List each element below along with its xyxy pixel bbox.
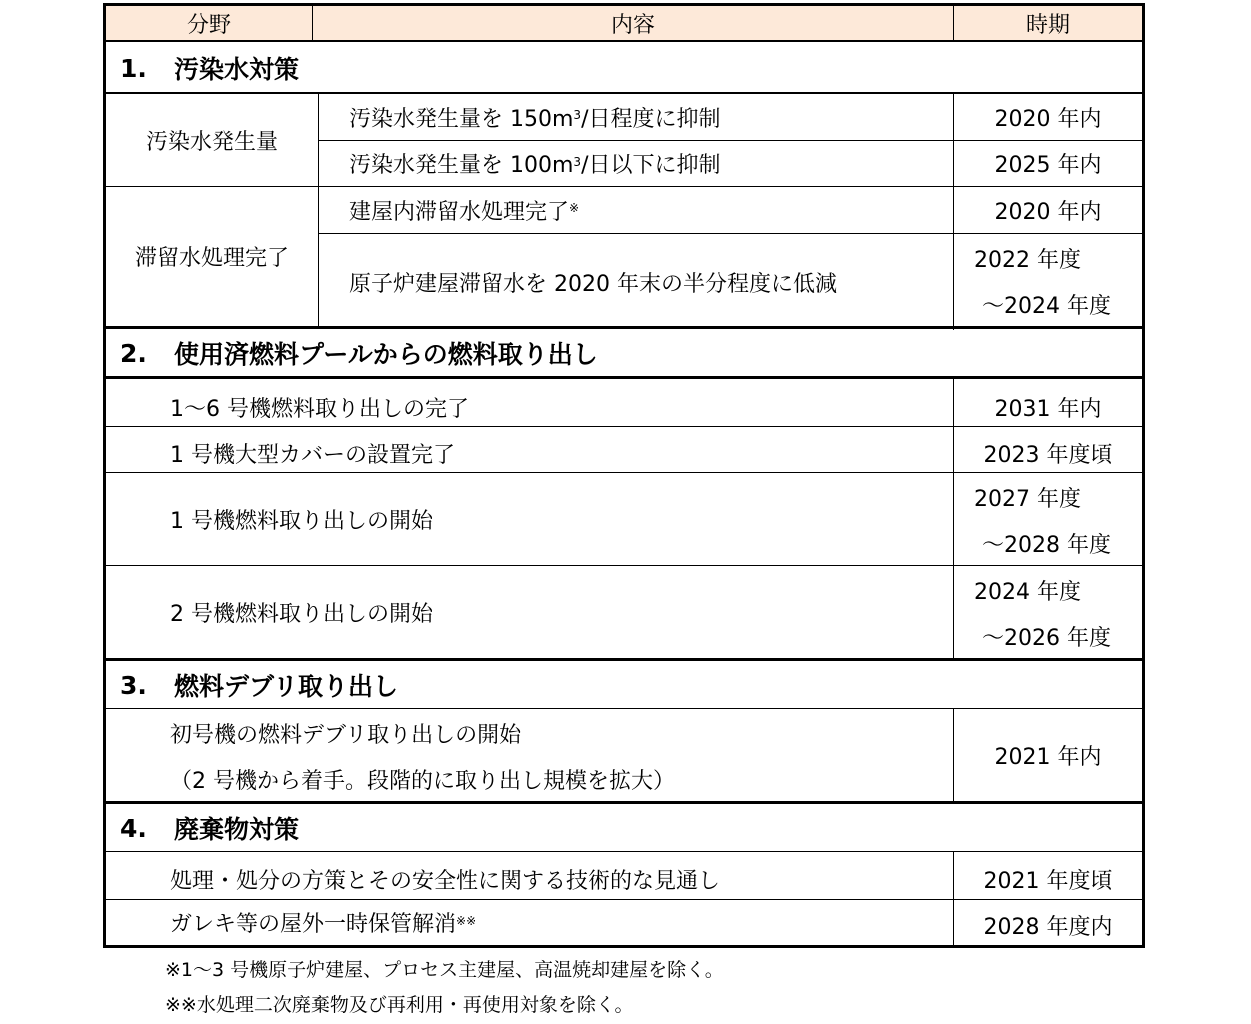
table-header xyxy=(106,6,1142,42)
field-cell: 滞留水処理完了 xyxy=(134,246,289,271)
content-text: ガレキ等の屋外一時保管解消 xyxy=(170,912,457,937)
content-cell xyxy=(106,713,953,805)
content-cell: 原子炉建屋滞留水を 2020 年末の半分程度に低減 xyxy=(349,271,837,297)
content-text: 汚染水発生量を 150m xyxy=(349,106,574,132)
content-cell xyxy=(319,141,953,186)
timing-cell: 2031 年内 xyxy=(994,396,1102,422)
section-title: 使用済燃料プールからの燃料取り出し xyxy=(174,340,598,369)
divider xyxy=(953,852,954,945)
header-field: 分野 xyxy=(186,12,231,38)
timing-end: ～2026 年度 xyxy=(982,626,1111,651)
timing-cell: 2023 年度頃 xyxy=(983,442,1113,468)
content-cell: 1 号機燃料取り出しの開始 xyxy=(170,508,433,534)
superscript: 3 xyxy=(573,108,582,122)
content-cell xyxy=(106,900,953,945)
divider xyxy=(318,94,319,326)
section-heading xyxy=(106,662,1142,708)
footnote: ※1～3 号機原子炉建屋、プロセス主建屋、高温焼却建屋を除く。 xyxy=(165,959,724,981)
section-heading xyxy=(106,44,1142,92)
section-title: 廃棄物対策 xyxy=(174,815,300,844)
timing-cell: 2021 年内 xyxy=(994,744,1102,770)
reference-mark: ※ xyxy=(569,201,580,215)
content-text: /日程度に抑制 xyxy=(581,106,721,132)
header-content: 内容 xyxy=(610,12,655,38)
timing-cell: 2021 年度頃 xyxy=(983,868,1113,894)
content-cell: 処理・処分の方策とその安全性に関する技術的な見通し xyxy=(170,868,721,894)
divider xyxy=(106,376,1142,379)
divider xyxy=(953,709,954,801)
content-cell xyxy=(319,187,953,233)
content-cell xyxy=(319,94,953,140)
section-number: 3. xyxy=(120,670,147,700)
superscript: 3 xyxy=(573,154,582,169)
section-number: 2. xyxy=(120,338,147,368)
content-cell: 1 号機大型カバーの設置完了 xyxy=(170,442,455,468)
content-text: /日以下に抑制 xyxy=(581,153,721,178)
content-cell: 1～6 号機燃料取り出しの完了 xyxy=(170,396,469,422)
divider xyxy=(106,801,1142,804)
section-heading xyxy=(106,805,1142,851)
timing-cell: 2025 年内 xyxy=(994,153,1102,178)
timing-cell: 2028 年度内 xyxy=(983,914,1113,940)
divider xyxy=(106,326,1142,329)
section-heading xyxy=(106,330,1142,376)
content-cell: 2 号機燃料取り出しの開始 xyxy=(170,601,433,627)
content-line: （2 号機から着手。段階的に取り出し規模を拡大） xyxy=(170,769,675,794)
timing-start: 2027 年度 xyxy=(974,487,1081,512)
divider xyxy=(106,426,1142,427)
content-line: 初号機の燃料デブリ取り出しの開始 xyxy=(170,723,522,748)
content-text: 汚染水発生量を 100m xyxy=(349,153,574,178)
divider xyxy=(106,658,1142,661)
timing-end: ～2024 年度 xyxy=(982,294,1111,319)
header-divider xyxy=(953,6,954,42)
section-number: 4. xyxy=(120,813,147,843)
timing-cell xyxy=(954,477,1142,569)
section-title: 汚染水対策 xyxy=(174,55,300,84)
reference-mark: ※※ xyxy=(456,913,477,928)
timing-cell: 2020 年内 xyxy=(994,199,1102,225)
divider xyxy=(953,379,954,658)
header-timing: 時期 xyxy=(1025,12,1070,38)
field-cell: 汚染水発生量 xyxy=(145,129,278,155)
divider xyxy=(953,94,954,330)
divider xyxy=(106,851,1142,852)
timing-cell xyxy=(954,570,1142,662)
timing-cell: 2020 年内 xyxy=(994,106,1102,132)
footnote: ※※水処理二次廃棄物及び再利用・再使用対象を除く。 xyxy=(165,994,634,1016)
timing-start: 2024 年度 xyxy=(974,580,1081,605)
section-title: 燃料デブリ取り出し xyxy=(174,672,399,701)
header-divider xyxy=(312,6,313,42)
timing-start: 2022 年度 xyxy=(974,248,1081,273)
divider xyxy=(319,233,1142,234)
timing-cell xyxy=(954,238,1142,330)
section-number: 1. xyxy=(120,53,147,83)
timing-end: ～2028 年度 xyxy=(982,533,1111,558)
content-text: 建屋内滞留水処理完了 xyxy=(349,199,570,225)
